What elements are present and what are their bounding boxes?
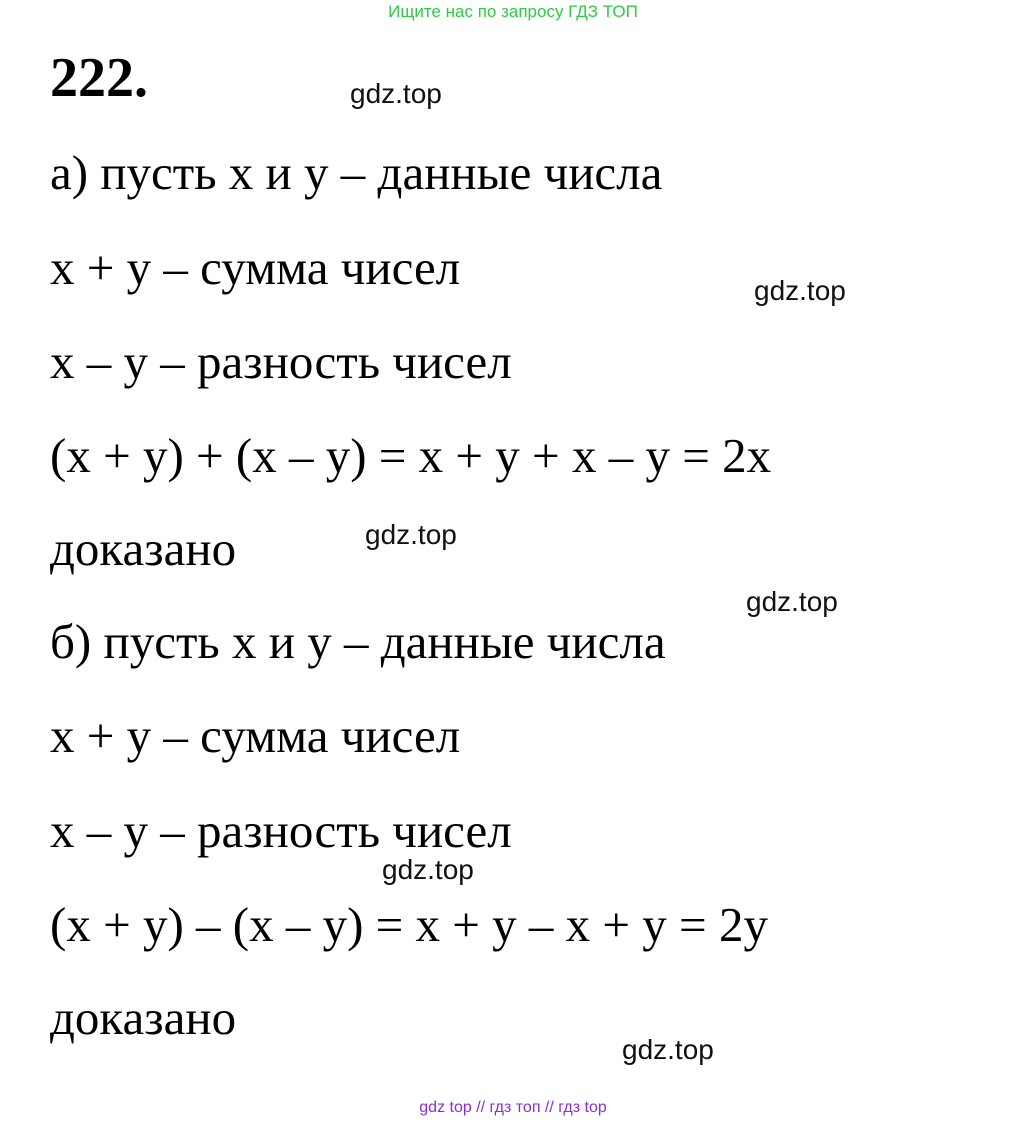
problem-number: 222. [50, 47, 148, 109]
solution-line-b-proved: доказано [50, 990, 237, 1045]
watermark: gdz.top [350, 78, 442, 109]
solution-line-a-proved: доказано [50, 521, 237, 576]
solution-line-a-difference: x – y – разность чисел [50, 334, 512, 389]
solution-line-a-equation: (x + y) + (x – y) = x + y + x – y = 2x [50, 428, 772, 483]
watermark: gdz.top [382, 854, 474, 885]
solution-line-b-equation: (x + y) – (x – y) = x + y – x + y = 2y [50, 897, 768, 952]
solution-line-b-intro: б) пусть x и y – данные числа [50, 614, 666, 669]
watermark: gdz.top [365, 519, 457, 550]
watermark: gdz.top [754, 275, 846, 306]
bottom-footer: gdz top // гдз топ // гдз top [419, 1099, 607, 1116]
top-banner: Ищите нас по запросу ГДЗ ТОП [388, 2, 638, 21]
watermark: gdz.top [746, 586, 838, 617]
solution-line-a-intro: а) пусть x и y – данные числа [50, 145, 663, 200]
solution-line-a-sum: x + y – сумма чисел [50, 240, 461, 295]
solution-line-b-difference: x – y – разность чисел [50, 803, 512, 858]
watermark: gdz.top [622, 1034, 714, 1065]
solution-line-b-sum: x + y – сумма чисел [50, 708, 461, 763]
